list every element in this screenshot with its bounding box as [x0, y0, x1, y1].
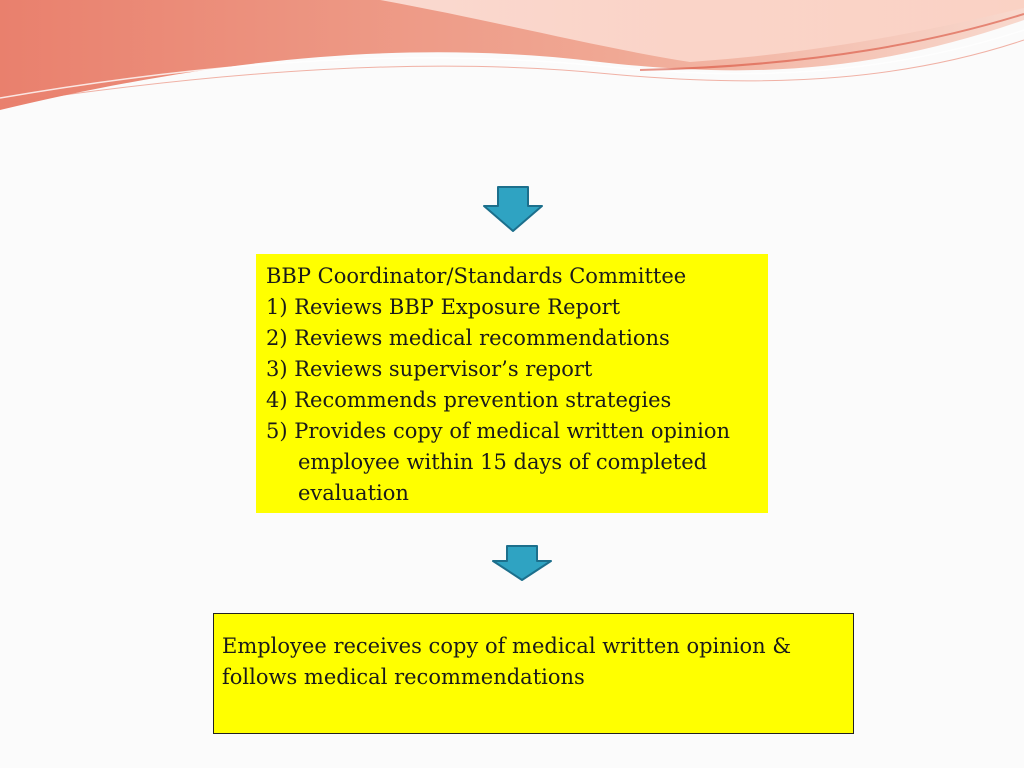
step-item-continuation: evaluation [298, 481, 409, 505]
down-arrow-icon [491, 544, 553, 582]
coordinator-title: BBP Coordinator/Standards Committee [266, 264, 687, 288]
decorative-wave-header [0, 0, 1024, 120]
step-item-continuation: employee within 15 days of completed [298, 450, 708, 474]
step-item: 4) Recommends prevention strategies [266, 388, 672, 412]
employee-box-line: Employee receives copy of medical written opinion & [222, 634, 792, 658]
down-arrow-icon [482, 185, 544, 233]
step-item: 1) Reviews BBP Exposure Report [266, 295, 621, 319]
employee-box-line: follows medical recommendations [222, 665, 585, 689]
employee-box [213, 613, 854, 734]
step-item: 3) Reviews supervisor’s report [266, 357, 593, 381]
step-item: 5) Provides copy of medical written opinion [266, 419, 731, 443]
bbp-coordinator-box [256, 254, 768, 513]
step-item: 2) Reviews medical recommendations [266, 326, 670, 350]
